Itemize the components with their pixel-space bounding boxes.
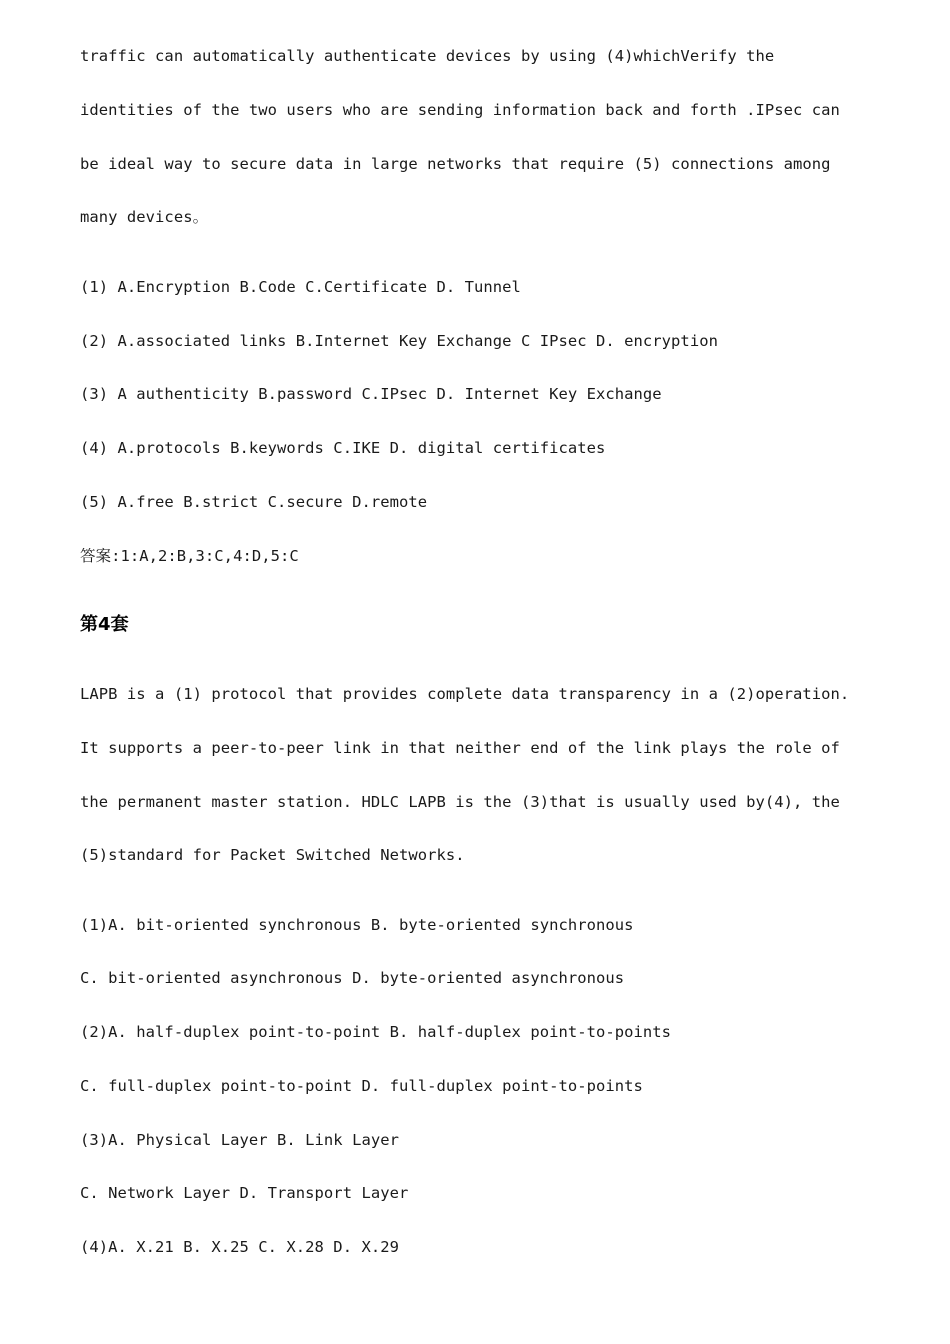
- option-line: (4) A.protocols B.keywords C.IKE D. digital certificates: [80, 439, 606, 457]
- option-line: (2)A. half-duplex point-to-point B. half-duplex point-to-points: [80, 1023, 672, 1041]
- option-line: (3) A authenticity B.password C.IPsec D. Internet Key Exchange: [80, 385, 662, 403]
- paragraph-line: It supports a peer-to-peer link in that neither end of the link plays the role of: [80, 739, 840, 757]
- option-line: C. bit-oriented asynchronous D. byte-oriented asynchronous: [80, 969, 625, 987]
- answer-line: 答案:1:A,2:B,3:C,4:D,5:C: [80, 547, 299, 565]
- option-line: (1) A.Encryption B.Code C.Certificate D. Tunnel: [80, 278, 521, 296]
- option-line: (2) A.associated links B.Internet Key Exchange C IPsec D. encryption: [80, 332, 718, 350]
- paragraph-line: LAPB is a (1) protocol that provides complete data transparency in a (2)operation.: [80, 685, 850, 703]
- paragraph-line: be ideal way to secure data in large networks that require (5) connections among: [80, 155, 831, 173]
- paragraph-line: traffic can automatically authenticate devices by using (4)whichVerify the: [80, 47, 775, 65]
- paragraph-line: (5)standard for Packet Switched Networks.: [80, 846, 465, 864]
- option-line: (5) A.free B.strict C.secure D.remote: [80, 493, 428, 511]
- paragraph-line: the permanent master station. HDLC LAPB is the (3)that is usually used by(4), the: [80, 793, 840, 811]
- option-line: C. Network Layer D. Transport Layer: [80, 1184, 409, 1202]
- paragraph-line: many devices。: [80, 208, 209, 226]
- option-line: (1)A. bit-oriented synchronous B. byte-oriented synchronous: [80, 916, 634, 934]
- option-line: (3)A. Physical Layer B. Link Layer: [80, 1131, 399, 1149]
- paragraph-line: identities of the two users who are sending information back and forth .IPsec can: [80, 101, 840, 119]
- option-line: (4)A. X.21 B. X.25 C. X.28 D. X.29: [80, 1238, 399, 1256]
- option-line: C. full-duplex point-to-point D. full-duplex point-to-points: [80, 1077, 643, 1095]
- section-heading: 第4套: [80, 614, 129, 635]
